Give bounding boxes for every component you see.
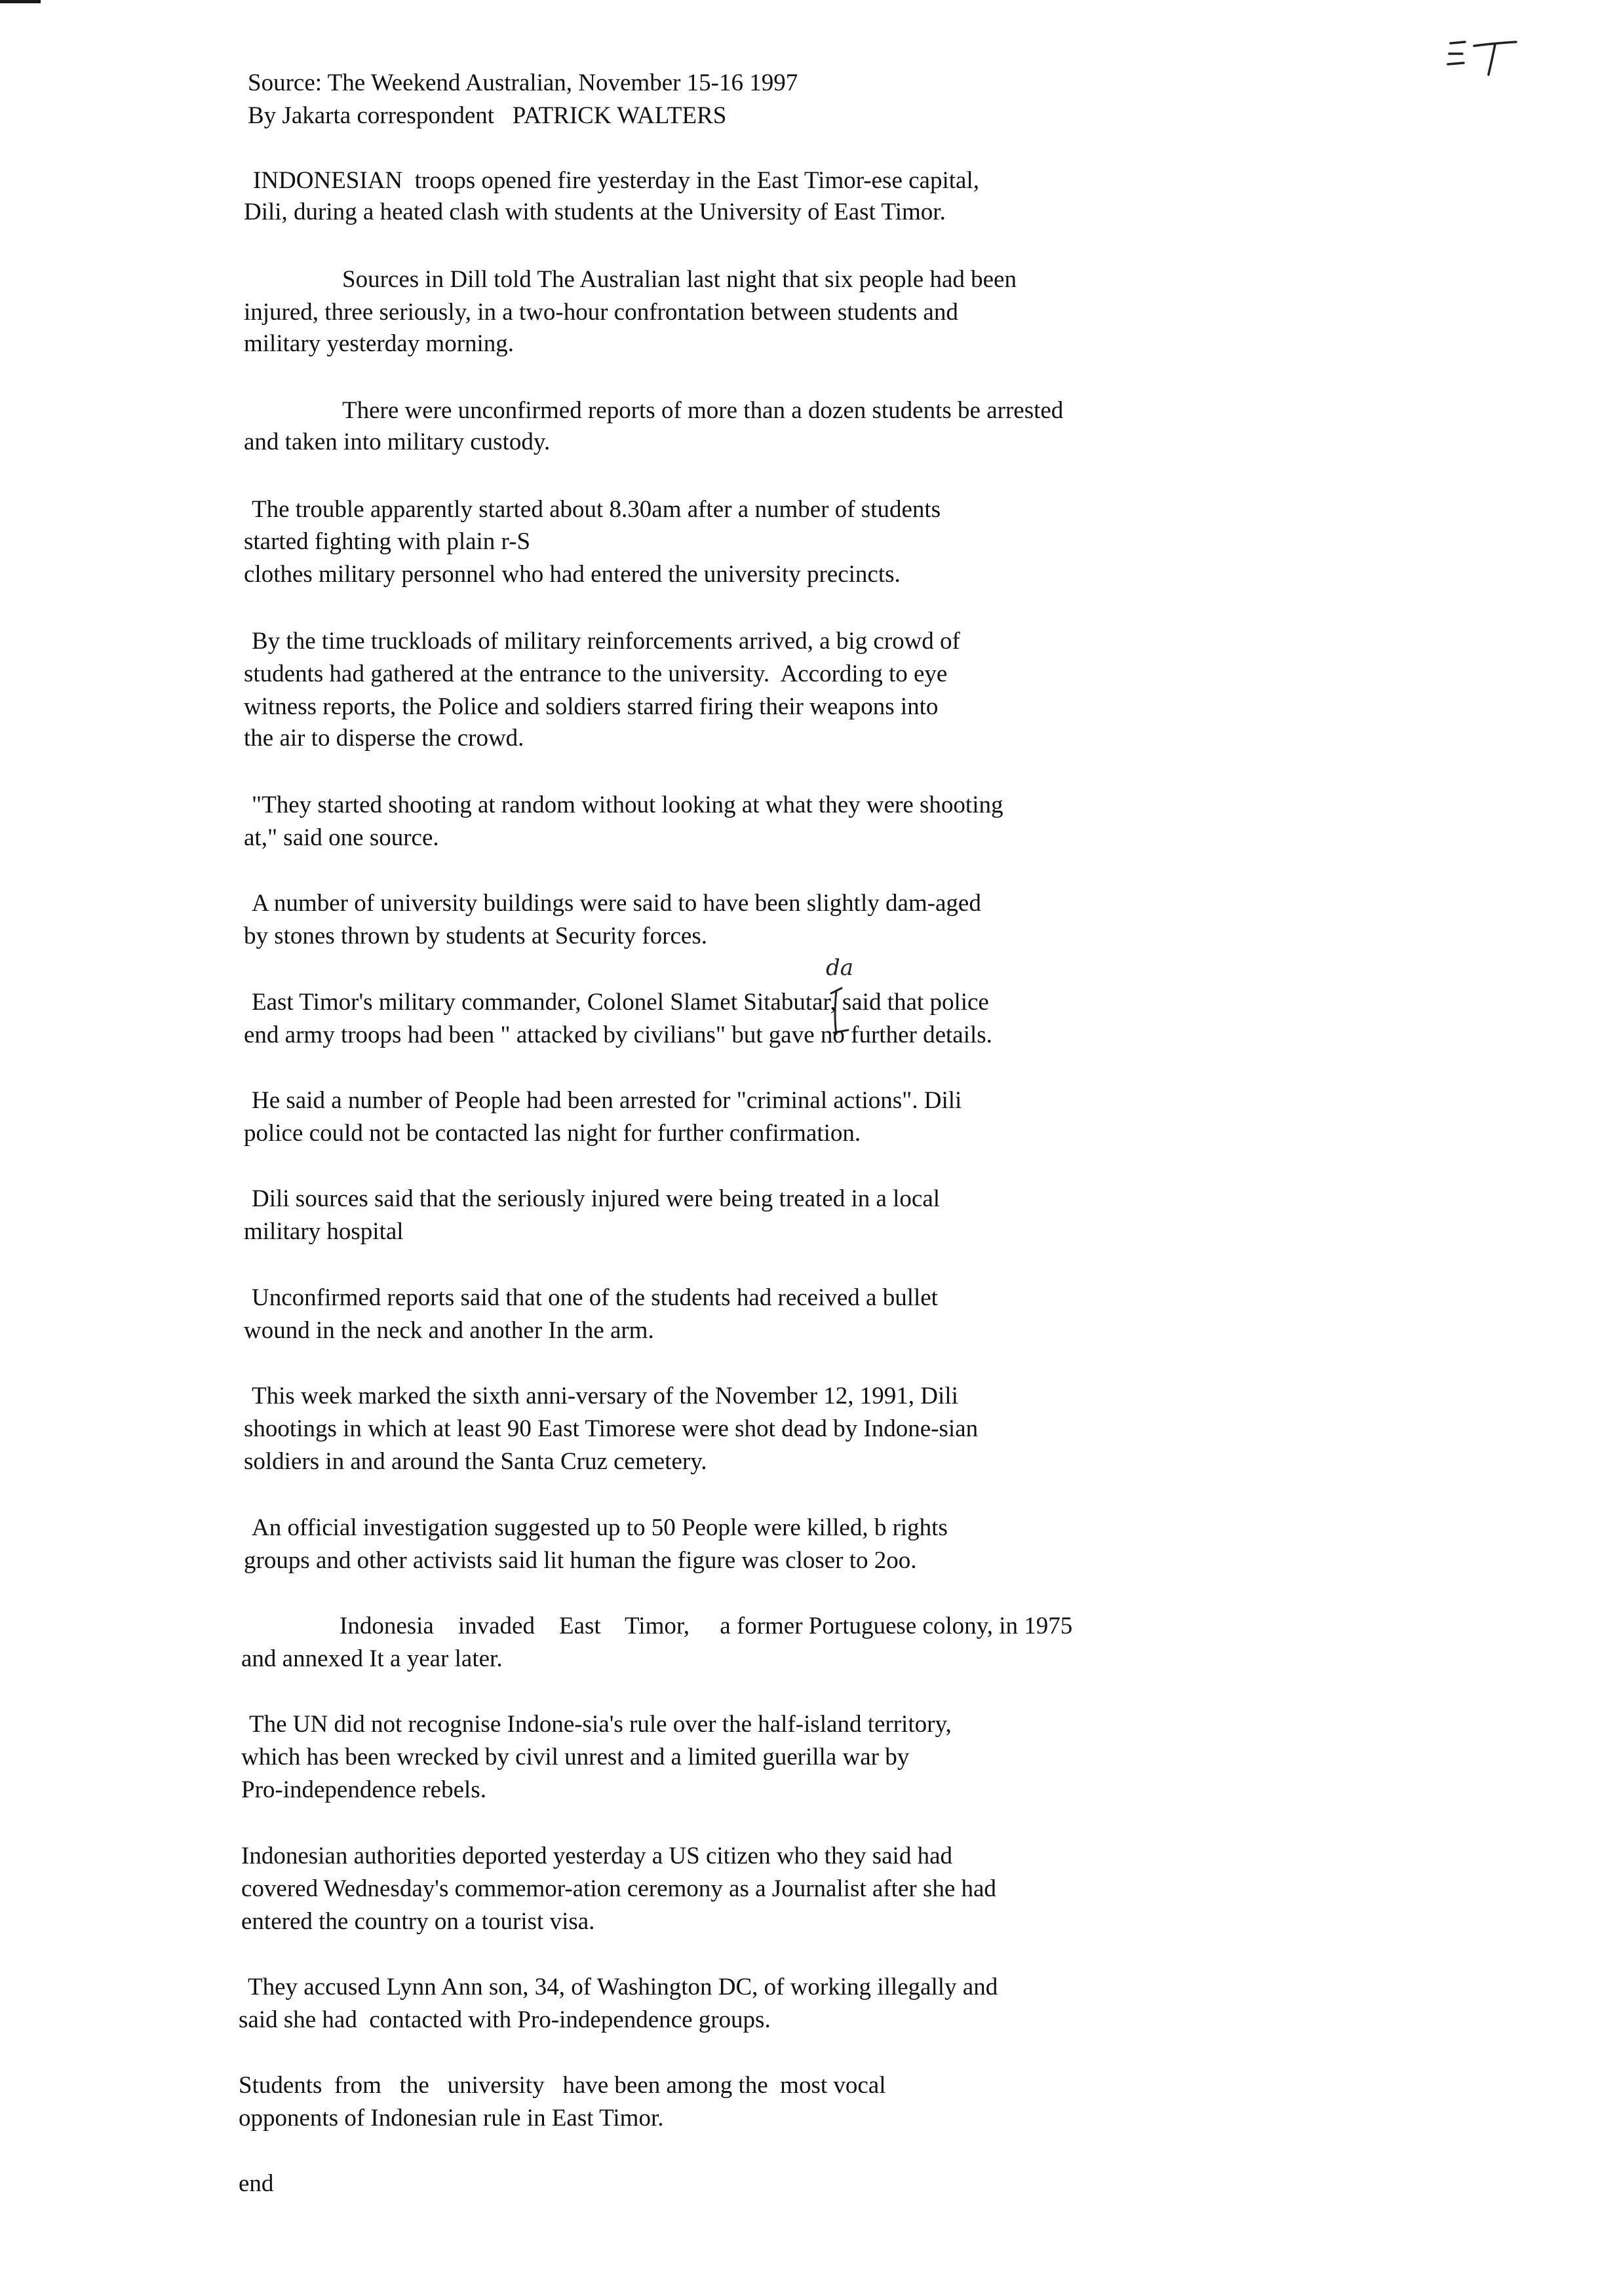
svg-text:da: da [826, 957, 854, 981]
text-line: end army troops had been " attacked by civilians" but gave no further details. [244, 1022, 992, 1048]
source-line: Source: The Weekend Australian, November 15-16 1997 [248, 69, 798, 96]
end-marker: end [239, 2170, 274, 2197]
text-line: A number of university buildings were said to have been slightly dam-aged [252, 890, 981, 917]
text-line: which has been wrecked by civil unrest and a limited guerilla war by [241, 1744, 910, 1770]
text-line: INDONESIAN troops opened fire yesterday in the East Timor-ese capital, [253, 167, 979, 194]
text-line: military hospital [244, 1218, 404, 1245]
byline: By Jakarta correspondent PATRICK WALTERS [248, 102, 727, 129]
scan-edge-mark [0, 0, 41, 3]
text-line: Unconfirmed reports said that one of the students had received a bullet [252, 1284, 938, 1311]
text-line: groups and other activists said lit human the figure was closer to 2oo. [244, 1547, 917, 1574]
text-line: and taken into military custody. [244, 429, 551, 455]
text-line: Dili sources said that the seriously injured were being treated in a local [252, 1185, 941, 1212]
text-line: and annexed It a year later. [241, 1645, 503, 1672]
text-line: Indonesia invaded East Timor, a former Portuguese colony, in 1975 [340, 1613, 1073, 1639]
text-line: "They started shooting at random without looking at what they were shooting [252, 792, 1003, 818]
text-line: Pro-independence rebels. [241, 1776, 486, 1803]
text-line: military yesterday morning. [244, 330, 515, 357]
text-line: the air to disperse the crowd. [244, 725, 524, 752]
text-line: by stones thrown by students at Security forces. [244, 923, 707, 949]
text-line: There were unconfirmed reports of more than a dozen students be arrested [342, 397, 1064, 424]
text-line: Indonesian authorities deported yesterday a US citizen who they said had [241, 1843, 953, 1869]
text-line: covered Wednesday's commemor-ation ceremony as a Journalist after she had [241, 1875, 996, 1902]
text-line: shootings in which at least 90 East Timorese were shot dead by Indone-sian [244, 1415, 979, 1442]
text-line: East Timor's military commander, Colonel Slamet Sitabutar, said that police [252, 989, 989, 1016]
text-line: at," said one source. [244, 824, 439, 851]
text-line: Students from the university have been among the most vocal [239, 2072, 886, 2099]
text-line: Sources in Dill told The Australian last night that six people had been [342, 266, 1017, 293]
text-line: soldiers in and around the Santa Cruz cemetery. [244, 1448, 707, 1475]
text-line: witness reports, the Police and soldiers starred firing their weapons into [244, 693, 939, 720]
handwritten-initials [1445, 34, 1521, 83]
text-line: opponents of Indonesian rule in East Timor. [239, 2105, 664, 2132]
text-line: This week marked the sixth anni-versary of the November 12, 1991, Dili [252, 1383, 958, 1409]
text-line: students had gathered at the entrance to the university. According to eye [244, 660, 948, 687]
text-line: They accused Lynn Ann son, 34, of Washington DC, of working illegally and [248, 1974, 998, 2000]
text-line: started fighting with plain r-S [244, 528, 531, 555]
text-line: The trouble apparently started about 8.30am after a number of students [252, 496, 941, 523]
text-line: said she had contacted with Pro-independence groups. [239, 2006, 771, 2033]
text-line: entered the country on a tourist visa. [241, 1908, 595, 1935]
text-line: injured, three seriously, in a two-hour confrontation between students and [244, 299, 958, 326]
text-line: police could not be contacted las night for further confirmation. [244, 1120, 861, 1147]
text-line: He said a number of People had been arrested for "criminal actions". Dili [252, 1087, 962, 1114]
text-line: clothes military personnel who had entered the university precincts. [244, 561, 901, 588]
text-line: An official investigation suggested up to 50 People were killed, b rights [252, 1514, 948, 1541]
text-line: The UN did not recognise Indone-sia's rule over the half-island territory, [249, 1711, 952, 1738]
text-line: wound in the neck and another In the arm. [244, 1317, 654, 1344]
text-line: By the time truckloads of military reinforcements arrived, a big crowd of [252, 628, 960, 655]
text-line: Dili, during a heated clash with students at the University of East Timor. [244, 199, 946, 225]
